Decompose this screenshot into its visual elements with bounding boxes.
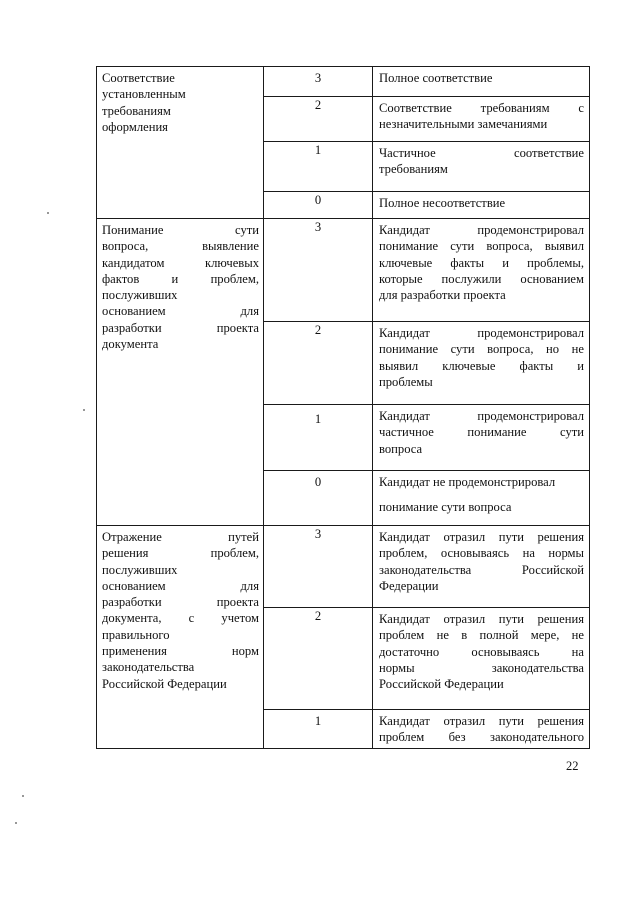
criterion-line: послуживших xyxy=(102,562,178,577)
description-line: выявил ключевые факты и xyxy=(379,358,584,373)
score-cell: 1 xyxy=(264,405,373,471)
description-line: частичное понимание сути xyxy=(379,425,584,440)
description-line: Кандидат отразил пути решения xyxy=(379,530,584,544)
score-cell: 2 xyxy=(264,608,373,710)
description-line: понимание сути вопроса, но не xyxy=(379,342,584,357)
description-cell xyxy=(373,67,590,97)
criterion-line: законодательства xyxy=(102,660,195,675)
description-line: проблем без законодательного xyxy=(379,730,584,745)
description-line: нормы законодательства xyxy=(379,660,584,675)
score-cell: 0 xyxy=(264,192,373,219)
score-cell: 1 xyxy=(264,710,373,749)
criterion-line: вопроса, выявление xyxy=(102,239,259,254)
evaluation-criteria-table xyxy=(96,66,590,749)
description-line: Кандидат отразил пути решения xyxy=(379,714,584,728)
scan-speck xyxy=(22,795,24,797)
criterion-line: фактов и проблем, xyxy=(102,271,259,286)
criterion-line: Соответствие xyxy=(102,71,175,85)
description-cell xyxy=(373,192,590,219)
table-row xyxy=(97,219,590,322)
score-cell: 3 xyxy=(264,67,373,97)
description-cell xyxy=(373,608,590,710)
description-line: Кандидат продемонстрировал xyxy=(379,326,584,340)
score-cell: 0 xyxy=(264,471,373,526)
description-line: достаточно основываясь на xyxy=(379,644,584,659)
criterion-line: Отражение путей xyxy=(102,530,259,544)
scan-speck xyxy=(83,409,85,411)
description-line: проблемы xyxy=(379,374,433,389)
criterion-cell xyxy=(97,219,264,526)
description-line: Федерации xyxy=(379,578,439,593)
description-line: проблем не в полной мере, не xyxy=(379,628,584,643)
score-cell: 2 xyxy=(264,97,373,142)
criterion-line: разработки проекта xyxy=(102,595,259,610)
scan-speck xyxy=(15,822,17,824)
description-line: понимание сути вопроса, выявил xyxy=(379,239,584,254)
criterion-line: оформления xyxy=(102,119,168,134)
description-line: понимание сути вопроса xyxy=(379,500,512,515)
description-line: законодательства Российской xyxy=(379,562,584,577)
criterion-line: правильного xyxy=(102,627,170,642)
description-line: Кандидат не продемонстрировал xyxy=(379,475,556,489)
table-row xyxy=(97,67,590,97)
criterion-line: основанием для xyxy=(102,578,259,593)
description-line: проблем, основываясь на нормы xyxy=(379,546,584,561)
score-cell: 3 xyxy=(264,219,373,322)
description-line: Кандидат продемонстрировал xyxy=(379,409,584,423)
description-cell xyxy=(373,97,590,142)
criterion-line: установленным xyxy=(102,87,186,102)
score-cell: 2 xyxy=(264,322,373,405)
criterion-cell xyxy=(97,526,264,749)
description-line: которые послужили основанием xyxy=(379,271,584,286)
score-cell: 1 xyxy=(264,142,373,192)
description-line: вопроса xyxy=(379,441,423,456)
description-cell xyxy=(373,710,590,749)
description-line: незначительными замечаниями xyxy=(379,117,548,132)
table-row xyxy=(97,526,590,608)
description-line: для разработки проекта xyxy=(379,288,506,303)
description-line: Российской Федерации xyxy=(379,677,504,692)
description-line: Кандидат отразил пути решения xyxy=(379,612,584,626)
description-line: требованиям xyxy=(379,162,448,177)
page-number: 22 xyxy=(566,759,579,773)
description-cell xyxy=(373,405,590,471)
scan-speck xyxy=(47,212,49,214)
criterion-line: требованиям xyxy=(102,103,171,118)
description-line: Полное несоответствие xyxy=(379,196,506,210)
description-line: Полное соответствие xyxy=(379,71,493,85)
description-cell xyxy=(373,471,590,526)
criterion-line: разработки проекта xyxy=(102,320,259,335)
criterion-line: документа, с учетом xyxy=(102,611,259,626)
description-line: Частичное соответствие xyxy=(379,146,584,160)
score-cell: 3 xyxy=(264,526,373,608)
description-line: Кандидат продемонстрировал xyxy=(379,223,584,237)
criterion-line: кандидатом ключевых xyxy=(102,255,259,270)
description-cell xyxy=(373,219,590,322)
criterion-line: Понимание сути xyxy=(102,223,259,237)
description-cell xyxy=(373,526,590,608)
criterion-line: документа xyxy=(102,337,159,352)
criterion-line: Российской Федерации xyxy=(102,676,227,691)
description-cell xyxy=(373,142,590,192)
criterion-line: применения норм xyxy=(102,644,259,659)
description-line: ключевые факты и проблемы, xyxy=(379,255,584,270)
criterion-line: основанием для xyxy=(102,304,259,319)
criterion-line: решения проблем, xyxy=(102,546,259,561)
description-line: Соответствие требованиям с xyxy=(379,101,584,115)
criterion-cell xyxy=(97,67,264,219)
description-cell xyxy=(373,322,590,405)
criterion-line: послуживших xyxy=(102,288,178,303)
